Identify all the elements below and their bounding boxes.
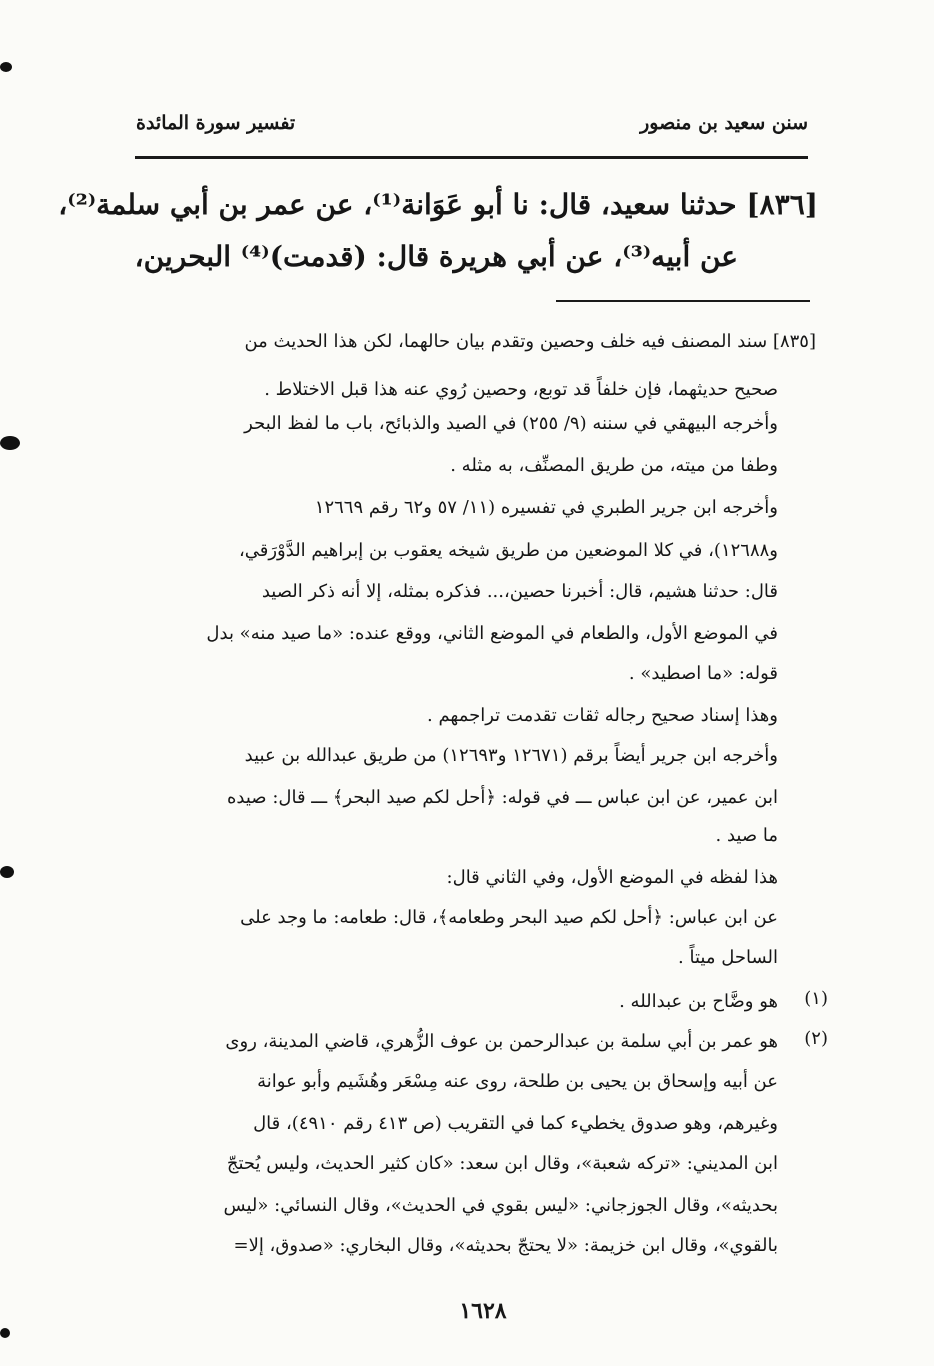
- footnote-line: وغيرهم، وهو صدوق يخطيء كما في التقريب (ص ٤١٣ رقم ٤٩١٠)، قال: [253, 1113, 778, 1134]
- note-line: وأخرجه ابن جرير الطبري في تفسيره (١١/ ٥٧ و٦٢ رقم ١٢٦٦٩: [314, 497, 778, 518]
- footnote-line: هو عمر بن أبي سلمة بن عبدالرحمن بن عوف الزُّهري، قاضي المدينة، روى: [225, 1031, 778, 1052]
- note-line: في الموضع الأول، والطعام في الموضع الثاني، ووقع عنده: «ما صيد منه» بدل: [206, 623, 778, 644]
- note-line: [٨٣٥] سند المصنف فيه خلف وحصين وتقدم بيان حالهما، لكن هذا الحديث من: [244, 331, 816, 352]
- footnote-number: (٢): [804, 1028, 828, 1049]
- note-line: قال: حدثنا هشيم، قال: أخبرنا حصين،... فذكره بمثله، إلا أنه ذكر الصيد: [261, 581, 778, 602]
- header-rule: [135, 156, 808, 159]
- book-title: سنن سعيد بن منصور: [640, 112, 808, 134]
- note-line: ابن عمير، عن ابن عباس ـــ في قوله: ﴿أحل لكم صيد البحر﴾ ـــ قال: صيده: [227, 787, 778, 808]
- note-line: الساحل ميتاً .: [678, 947, 778, 968]
- note-line: هذا لفظه في الموضع الأول، وفي الثاني قال:: [446, 867, 778, 888]
- note-line: صحيح حديثهما، فإن خلفاً قد توبع، وحصين رُوي عنه هذا قبل الاختلاط .: [264, 379, 778, 400]
- hadith-line-2: عن أبيه⁽³⁾، عن أبي هريرة قال: (قدمت)⁽⁴⁾ البحرين،: [134, 240, 738, 273]
- footnote-line: بالقوي»، وقال ابن خزيمة: «لا يحتجّ بحديثه»، وقال البخاري: «صدوق، إلا=: [233, 1235, 778, 1256]
- note-line: قوله: «ما اصطيد» .: [628, 663, 778, 684]
- footnote-number: (١): [804, 988, 828, 1009]
- note-line: وهذا إسناد صحيح رجاله ثقات تقدمت تراجمهم .: [427, 705, 778, 726]
- note-line: عن ابن عباس: ﴿أحل لكم صيد البحر وطعامه﴾، قال: طعامه: ما وجد على: [240, 907, 778, 928]
- note-line: وأخرجه البيهقي في سننه (٩/ ٢٥٥) في الصيد والذبائح، باب ما لفظ البحر: [244, 413, 778, 434]
- scan-mark-bottom: [0, 1328, 10, 1338]
- note-line: و١٢٦٨٨)، في كلا الموضعين من طريق شيخه يعقوب بن إبراهيم الدَّوْرَقي،: [238, 540, 778, 561]
- footnote-separator: [556, 300, 810, 302]
- footnote-line: ابن المديني: «تركه شعبة»، وقال ابن سعد: «كان كثير الحديث، وليس يُحتجّ: [226, 1153, 778, 1174]
- hadith-line-1: [٨٣٦] حدثنا سعيد، قال: نا أبو عَوَانة⁽¹⁾، عن عمر بن أبي سلمة⁽²⁾،: [58, 188, 818, 221]
- section-title: تفسير سورة المائدة: [136, 112, 296, 134]
- footnote-line: عن أبيه وإسحاق بن يحيى بن طلحة، روى عنه مِسْعَر وهُشَيم وأبو عوانة: [257, 1071, 778, 1092]
- scan-mark-top: [0, 62, 12, 72]
- note-line: وأخرجه ابن جرير أيضاً برقم (١٢٦٧١ و١٢٦٩٣) من طريق عبدالله بن عبيد: [244, 745, 778, 766]
- page-number: ١٦٢٨: [459, 1298, 507, 1324]
- scan-mark-mid: [0, 436, 20, 450]
- note-line: وطفا من ميته، من طريق المصنِّف، به مثله .: [450, 455, 778, 476]
- note-line: ما صيد .: [715, 825, 778, 846]
- scan-mark-low: [0, 866, 14, 878]
- footnote-line: بحديثه»، وقال الجوزجاني: «ليس بقوي في الحديث»، وقال النسائي: «ليس: [223, 1195, 778, 1216]
- footnote-line: هو وضَّاح بن عبدالله .: [619, 991, 778, 1012]
